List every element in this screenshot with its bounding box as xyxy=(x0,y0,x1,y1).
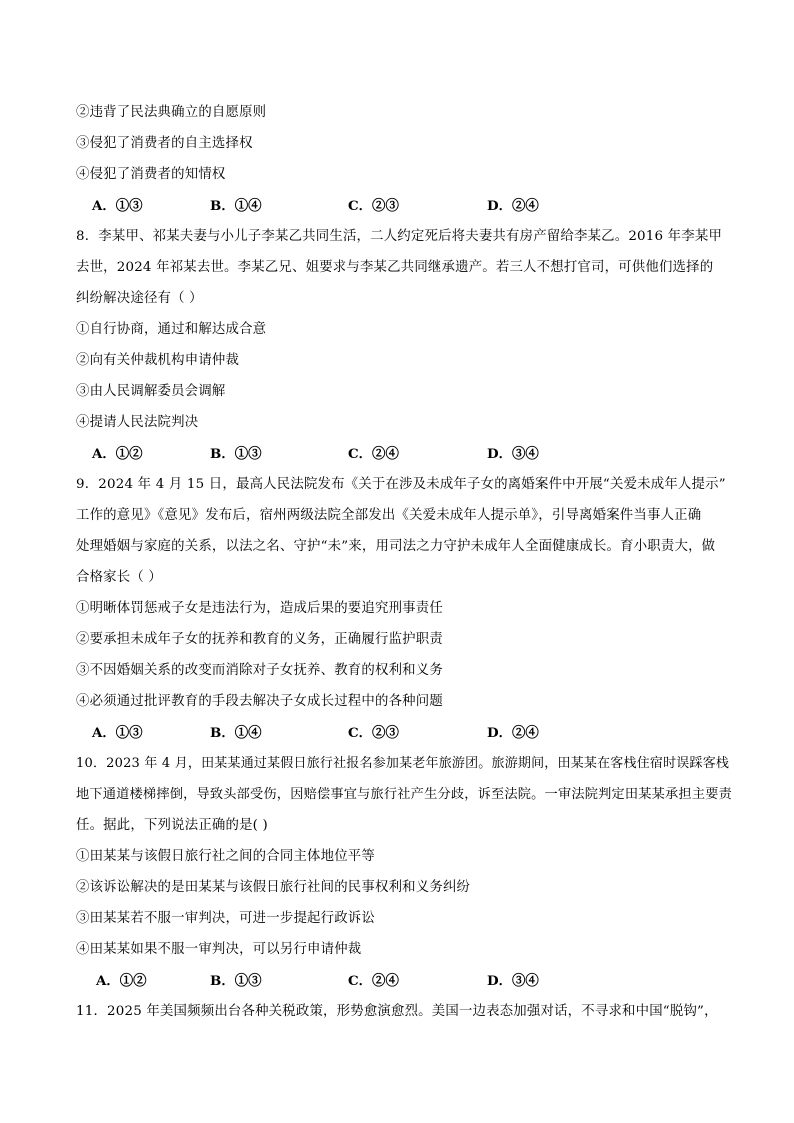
q9-stem-line-3: 处理婚姻与家庭的关系，以法之名、守护“未”来，用司法之力守护未成年人全面健康成长。育小职责大，做 xyxy=(76,539,716,554)
q9-statement-2: ②要承担未成年子女的抚养和教育的义务，正确履行监护职责 xyxy=(76,632,443,647)
q10-statement-2: ②该诉讼解决的是田某某与该假日旅行社间的民事权利和义务纠纷 xyxy=(76,880,471,895)
q9-option-b: B．①④ xyxy=(210,725,262,741)
q8-statement-2: ②向有关仲裁机构申请仲裁 xyxy=(76,353,240,368)
q10-option-a: A．①② xyxy=(96,973,147,989)
q8-stem-line-2: 去世，2024 年祁某去世。李某乙兄、姐要求与李某乙共同继承遗产。若三人不想打官司，可供他们选择的 xyxy=(76,260,714,275)
q9-statement-1: ①明晰体罚惩戒子女是违法行为，造成后果的要追究刑事责任 xyxy=(76,601,443,616)
q10-stem-line-2: 地下通道楼梯摔倒，导致头部受伤，因赔偿事宜与旅行社产生分歧，诉至法院。一审法院判定田某某承担主要责 xyxy=(76,787,732,802)
q9-options xyxy=(0,723,720,743)
q8-option-c: C．②④ xyxy=(348,446,399,462)
q10-statement-4: ④田某某如果不服一审判决，可以另行申请仲裁 xyxy=(76,942,362,957)
q8-options xyxy=(0,444,720,464)
q8-stem-line-3: 纠纷解决途径有（ ） xyxy=(76,291,203,306)
q7-option-b: B．①④ xyxy=(210,198,262,214)
q8-option-d: D．③④ xyxy=(487,446,539,462)
q9-statement-3: ③不因婚姻关系的改变而消除对子女抚养、教育的权利和义务 xyxy=(76,663,443,678)
q7-statement-4: ④侵犯了消费者的知情权 xyxy=(76,167,226,182)
q7-options xyxy=(0,196,720,216)
q8-statement-1: ①自行协商，通过和解达成合意 xyxy=(76,322,267,337)
q7-option-d: D．②④ xyxy=(487,198,539,214)
q7-statement-2: ②违背了民法典确立的自愿原则 xyxy=(76,105,267,120)
q11-stem-line-1: 11．2025 年美国频频出台各种关税政策，形势愈演愈烈。美国一边表态加强对话，不寻求和中国“脱钩”， xyxy=(76,1004,718,1019)
q9-stem-line-1: 9．2024 年 4 月 15 日，最高人民法院发布《关于在涉及未成年子女的离婚案件中开展“关爱未成年人提示” xyxy=(76,477,726,492)
q9-stem-line-4: 合格家长（ ） xyxy=(76,570,162,585)
q10-option-c: C．②④ xyxy=(348,973,399,989)
q10-options xyxy=(0,971,720,991)
q8-option-a: A．①② xyxy=(92,446,143,462)
q8-stem-line-1: 8．李某甲、祁某夫妻与小儿子李某乙共同生活，二人约定死后将夫妻共有房产留给李某乙。2016 年李某甲 xyxy=(76,229,723,244)
q9-option-d: D．②④ xyxy=(487,725,539,741)
q7-option-c: C．②③ xyxy=(348,198,399,214)
q10-stem-line-3: 任。据此，下列说法正确的是( ) xyxy=(76,818,268,833)
q9-option-c: C．②③ xyxy=(348,725,399,741)
q10-option-b: B．①③ xyxy=(210,973,262,989)
q10-statement-3: ③田某某若不服一审判决，可进一步提起行政诉讼 xyxy=(76,911,375,926)
q8-statement-3: ③由人民调解委员会调解 xyxy=(76,384,226,399)
q7-statement-3: ③侵犯了消费者的自主选择权 xyxy=(76,136,253,151)
q8-statement-4: ④提请人民法院判决 xyxy=(76,415,199,430)
q8-option-b: B．①③ xyxy=(210,446,262,462)
q9-stem-line-2: 工作的意见》《意见》发布后，宿州两级法院全部发出《关爱未成年人提示单》，引导离婚案件当事人正确 xyxy=(76,508,702,523)
q10-statement-1: ①田某某与该假日旅行社之间的合同主体地位平等 xyxy=(76,849,375,864)
q10-option-d: D．③④ xyxy=(487,973,539,989)
q10-stem-line-1: 10．2023 年 4 月，田某某通过某假日旅行社报名参加某老年旅游团。旅游期间，田某某在客栈住宿时误踩客栈 xyxy=(76,756,730,771)
q9-statement-4: ④必须通过批评教育的手段去解决子女成长过程中的各种问题 xyxy=(76,694,443,709)
q9-option-a: A．①③ xyxy=(92,725,143,741)
q7-option-a: A．①③ xyxy=(92,198,143,214)
